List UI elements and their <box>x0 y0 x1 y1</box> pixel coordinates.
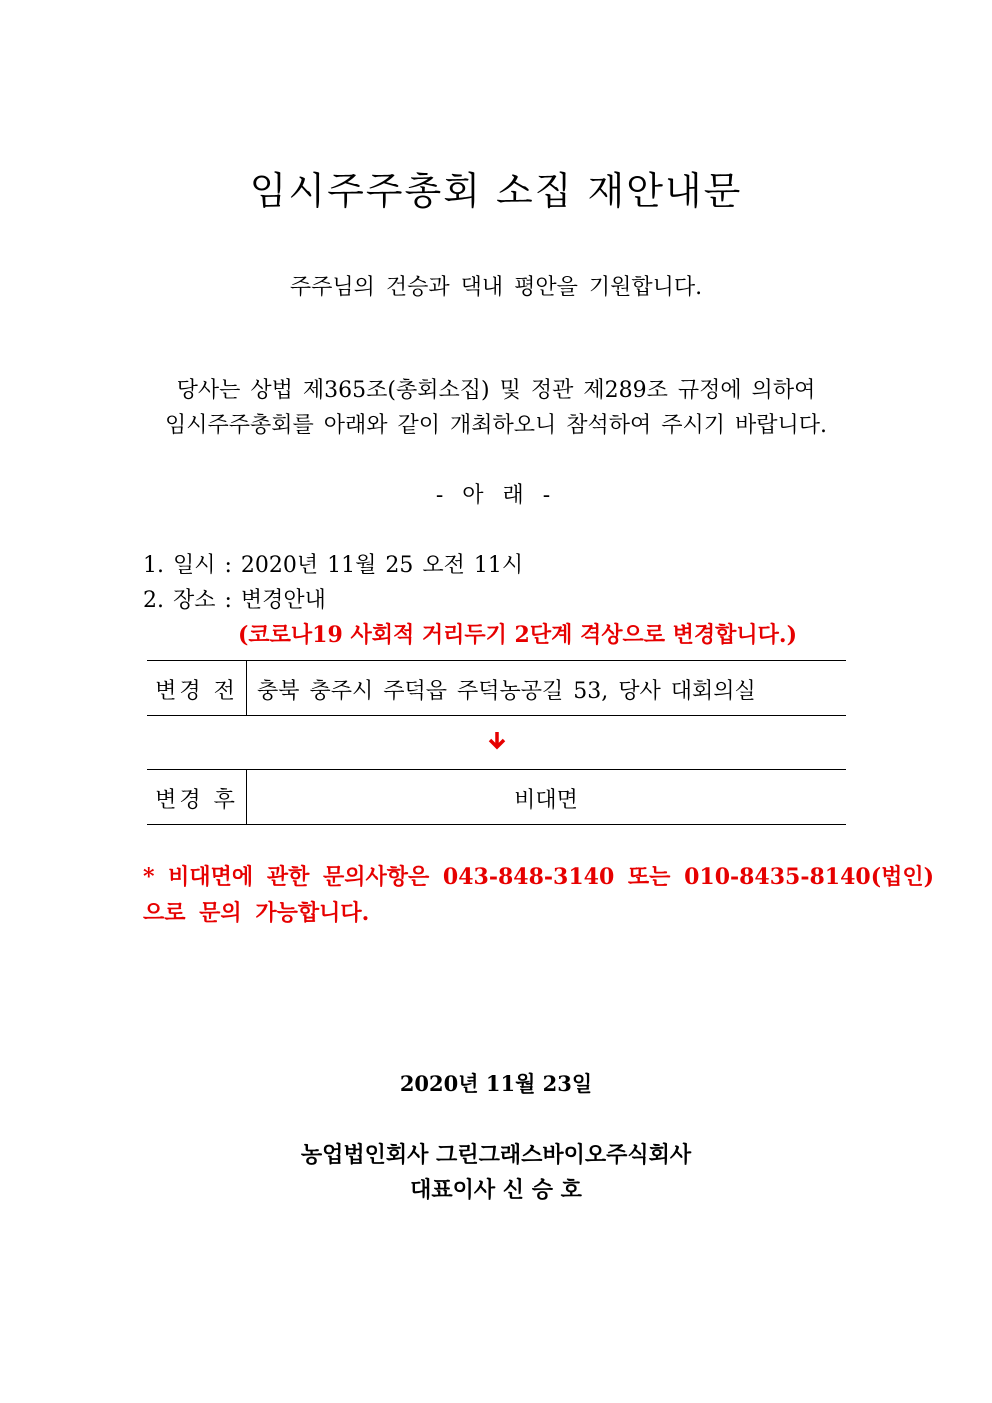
table-rule <box>147 769 846 770</box>
greeting-text: 주주님의 건승과 댁내 평안을 기원합니다. <box>289 275 703 300</box>
body-line-1: 당사는 상법 제365조(총회소집) 및 정관 제289조 규정에 의하여 <box>176 378 816 403</box>
inquiry-notice-line-1: * 비대면에 관한 문의사항은 043-848-3140 또는 010-8435-8140(법인) <box>143 864 935 890</box>
inquiry-notice-line-2: 으로 문의 가능합니다. <box>143 900 370 926</box>
section-heading: - 아 래 - <box>435 483 557 508</box>
document-date: 2020년 11월 23일 <box>399 1071 593 1096</box>
table-divider <box>246 660 247 715</box>
table-rule <box>147 660 846 661</box>
ceo-name: 대표이사 신 승 호 <box>410 1177 582 1203</box>
table-rule <box>147 824 846 825</box>
table-rule <box>147 715 846 716</box>
list-item-location: 2. 장소 : 변경안내 <box>143 588 326 613</box>
arrow-down-icon <box>486 730 508 752</box>
body-line-2: 임시주주총회를 아래와 같이 개최하오니 참석하여 주시기 바랍니다. <box>164 413 827 438</box>
location-change-note: (코로나19 사회적 거리두기 2단계 격상으로 변경합니다.) <box>238 622 797 648</box>
after-label: 변경 후 <box>155 788 238 813</box>
list-item-datetime: 1. 일시 : 2020년 11월 25 오전 11시 <box>143 553 524 578</box>
before-value: 충북 충주시 주덕읍 주덕농공길 53, 당사 대회의실 <box>257 679 756 704</box>
after-value: 비대면 <box>514 788 578 813</box>
company-name: 농업법인회사 그린그래스바이오주식회사 <box>300 1142 692 1168</box>
document-title: 임시주주총회 소집 재안내문 <box>249 169 743 213</box>
before-label: 변경 전 <box>155 679 238 704</box>
